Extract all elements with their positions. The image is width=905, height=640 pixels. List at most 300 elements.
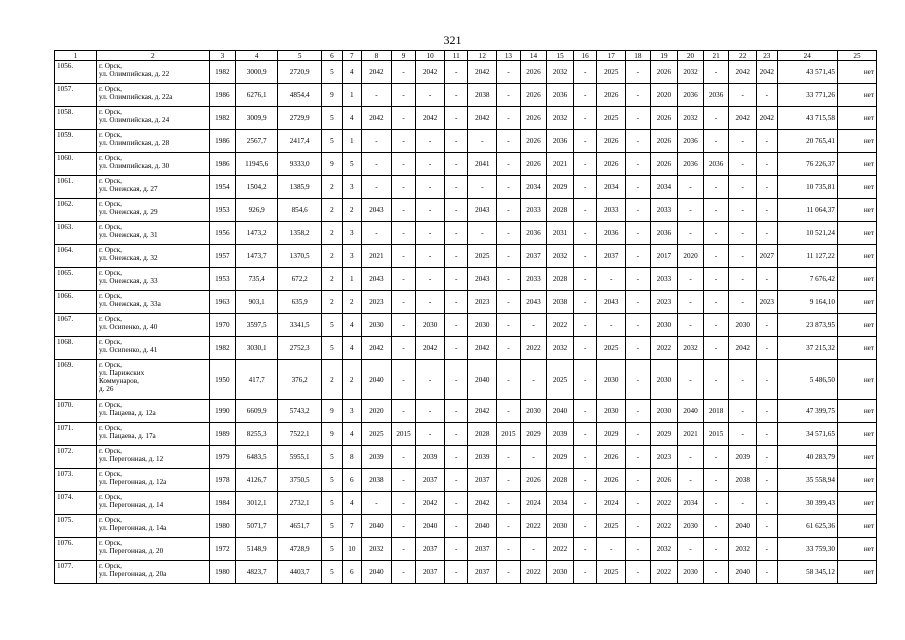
table-cell: 2030: [520, 400, 547, 423]
table-cell: -: [729, 291, 757, 314]
table-cell: -: [391, 153, 416, 176]
table-cell: нет: [837, 446, 876, 469]
table-cell: 2729,9: [278, 107, 322, 130]
table-cell: -: [444, 176, 468, 199]
table-cell: -: [391, 199, 416, 222]
table-cell: -: [626, 199, 651, 222]
table-cell: -: [497, 360, 521, 400]
table-cell: 2030: [729, 314, 757, 337]
table-cell: 2032: [650, 538, 678, 561]
table-cell: 5743,2: [278, 400, 322, 423]
address-line: ул. Онежская, д. 33: [98, 277, 158, 285]
table-cell: 2023: [650, 291, 678, 314]
table-cell: -: [391, 314, 416, 337]
row-number-cell: 1075.: [55, 515, 97, 538]
column-header-16: 16: [573, 51, 597, 61]
table-cell: -: [626, 130, 651, 153]
table-cell: -: [757, 561, 777, 584]
table-cell: -: [444, 423, 468, 446]
table-cell: -: [391, 538, 416, 561]
address-line: д. 26: [98, 385, 114, 393]
table-cell: -: [757, 176, 777, 199]
table-cell: 5: [322, 61, 342, 84]
table-cell: -: [520, 314, 547, 337]
table-cell: нет: [837, 84, 876, 107]
table-cell: 2029: [547, 446, 574, 469]
table-cell: 2026: [520, 61, 547, 84]
table-cell: -: [573, 130, 597, 153]
table-cell: 1358,2: [278, 222, 322, 245]
table-row: [55, 469, 877, 492]
table-cell: -: [757, 492, 777, 515]
table-cell: -: [626, 61, 651, 84]
table-cell: -: [362, 222, 392, 245]
address-line: г. Орск,: [98, 424, 122, 432]
address-cell: [96, 61, 209, 84]
table-cell: 5: [322, 337, 342, 360]
table-cell: 2032: [547, 245, 574, 268]
table-cell: 2028: [468, 423, 497, 446]
table-row: [55, 130, 877, 153]
table-cell: -: [416, 176, 445, 199]
table-cell: 9 164,10: [777, 291, 837, 314]
column-header-12: 12: [468, 51, 497, 61]
table-cell: 2026: [520, 84, 547, 107]
table-cell: 2042: [416, 492, 445, 515]
table-cell: -: [757, 314, 777, 337]
address-line: ул. Олимпийская, д. 22а: [98, 93, 173, 101]
table-cell: -: [391, 515, 416, 538]
table-cell: 3000,9: [236, 61, 278, 84]
table-cell: 1982: [209, 107, 236, 130]
table-cell: 1989: [209, 423, 236, 446]
address-line: г. Орск,: [98, 108, 122, 116]
table-cell: 2037: [597, 245, 626, 268]
table-cell: 2036: [597, 222, 626, 245]
table-cell: 1385,9: [278, 176, 322, 199]
table-cell: 2028: [547, 268, 574, 291]
row-number-cell: 1060.: [55, 153, 97, 176]
column-header-8: 8: [362, 51, 392, 61]
table-cell: 1979: [209, 446, 236, 469]
table-cell: нет: [837, 153, 876, 176]
table-cell: 2033: [520, 268, 547, 291]
column-header-2: 2: [96, 51, 209, 61]
column-header-4: 4: [236, 51, 278, 61]
table-cell: 5: [322, 469, 342, 492]
table-cell: -: [703, 268, 729, 291]
address-line: ул. Онежская, д. 29: [98, 208, 158, 216]
table-cell: -: [626, 446, 651, 469]
table-cell: -: [468, 130, 497, 153]
table-cell: нет: [837, 268, 876, 291]
table-cell: -: [678, 538, 704, 561]
address-line: ул. Пацаева, д. 17а: [98, 432, 156, 440]
table-cell: 2022: [520, 561, 547, 584]
table-cell: 2032: [547, 337, 574, 360]
table-cell: 2037: [468, 469, 497, 492]
address-line: г. Орск,: [98, 401, 122, 409]
table-cell: -: [703, 130, 729, 153]
address-cell: [96, 538, 209, 561]
table-cell: 2025: [597, 107, 626, 130]
table-cell: 2040: [729, 515, 757, 538]
table-cell: -: [391, 245, 416, 268]
header-row: [55, 51, 877, 61]
table-cell: 2029: [520, 423, 547, 446]
table-cell: 4: [342, 314, 361, 337]
address-line: г. Орск,: [98, 131, 122, 139]
table-cell: -: [626, 107, 651, 130]
address-cell: [96, 360, 209, 400]
table-cell: 2025: [597, 337, 626, 360]
table-cell: 2022: [650, 492, 678, 515]
table-row: [55, 84, 877, 107]
table-cell: 2030: [597, 360, 626, 400]
table-cell: 40 283,79: [777, 446, 837, 469]
table-cell: 2042: [416, 61, 445, 84]
table-cell: 3750,5: [278, 469, 322, 492]
table-cell: -: [391, 360, 416, 400]
address-cell: [96, 492, 209, 515]
table-cell: 2026: [650, 61, 678, 84]
table-cell: -: [678, 314, 704, 337]
table-cell: 2025: [597, 515, 626, 538]
address-line: г. Орск,: [98, 223, 122, 231]
table-row: [55, 245, 877, 268]
table-cell: -: [573, 492, 597, 515]
table-cell: -: [573, 337, 597, 360]
table-cell: 5955,1: [278, 446, 322, 469]
address-cell: [96, 268, 209, 291]
page-number: 321: [443, 33, 462, 47]
table-cell: 2030: [416, 314, 445, 337]
address-cell: [96, 337, 209, 360]
table-cell: -: [757, 222, 777, 245]
table-cell: 2038: [729, 469, 757, 492]
table-cell: -: [444, 291, 468, 314]
housing-registry-table: [54, 50, 877, 584]
table-cell: -: [444, 515, 468, 538]
address-line: г. Орск,: [98, 493, 122, 501]
table-cell: -: [703, 291, 729, 314]
table-cell: -: [573, 176, 597, 199]
address-cell: [96, 400, 209, 423]
table-cell: 2040: [468, 515, 497, 538]
table-cell: -: [573, 107, 597, 130]
table-cell: 23 873,95: [777, 314, 837, 337]
table-cell: 2022: [547, 314, 574, 337]
table-cell: -: [362, 84, 392, 107]
table-cell: 43 571,45: [777, 61, 837, 84]
table-cell: -: [729, 222, 757, 245]
address-line: ул. Олимпийская, д. 28: [98, 139, 170, 147]
table-cell: 2032: [678, 107, 704, 130]
table-cell: -: [626, 515, 651, 538]
table-cell: -: [757, 268, 777, 291]
column-header-17: 17: [597, 51, 626, 61]
table-cell: 2042: [757, 61, 777, 84]
table-cell: 2040: [416, 515, 445, 538]
table-cell: 1984: [209, 492, 236, 515]
table-cell: -: [729, 492, 757, 515]
table-cell: -: [497, 337, 521, 360]
address-line: ул. Осипенко, д. 40: [98, 323, 158, 331]
table-cell: 2037: [468, 561, 497, 584]
table-cell: 4823,7: [236, 561, 278, 584]
table-cell: 2026: [520, 107, 547, 130]
table-cell: 6276,1: [236, 84, 278, 107]
address-line: г. Орск,: [98, 470, 122, 478]
table-cell: 2030: [547, 515, 574, 538]
table-cell: 9: [322, 153, 342, 176]
table-cell: 10 735,81: [777, 176, 837, 199]
address-line: ул. Олимпийская, д. 24: [98, 116, 170, 124]
table-body: [55, 61, 877, 584]
table-cell: -: [678, 291, 704, 314]
table-cell: 2026: [650, 469, 678, 492]
address-cell: [96, 176, 209, 199]
table-cell: -: [444, 199, 468, 222]
address-line: ул. Онежская, д. 27: [98, 185, 158, 193]
table-cell: 2036: [678, 153, 704, 176]
table-cell: 1957: [209, 245, 236, 268]
address-cell: [96, 153, 209, 176]
table-cell: -: [703, 492, 729, 515]
table-cell: 2026: [520, 130, 547, 153]
address-line: г. Орск,: [98, 292, 122, 300]
table-cell: 2026: [597, 153, 626, 176]
table-cell: -: [729, 153, 757, 176]
table-cell: 4: [342, 107, 361, 130]
table-cell: -: [468, 176, 497, 199]
row-number-cell: 1066.: [55, 291, 97, 314]
table-cell: 7: [342, 515, 361, 538]
table-cell: -: [468, 222, 497, 245]
table-cell: 2026: [520, 153, 547, 176]
address-line: ул. Пацаева, д. 12а: [98, 409, 156, 417]
address-line: ул. Онежская, д. 32: [98, 254, 158, 262]
table-cell: 2030: [650, 314, 678, 337]
table-cell: -: [497, 84, 521, 107]
table-cell: нет: [837, 176, 876, 199]
column-header-25: 25: [837, 51, 876, 61]
table-cell: -: [729, 84, 757, 107]
table-cell: 2030: [468, 314, 497, 337]
table-cell: -: [703, 199, 729, 222]
table-cell: -: [416, 291, 445, 314]
row-number-cell: 1065.: [55, 268, 97, 291]
table-cell: 2036: [703, 153, 729, 176]
table-cell: 4728,9: [278, 538, 322, 561]
address-line: г. Орск,: [98, 539, 122, 547]
column-header-22: 22: [729, 51, 757, 61]
table-cell: 2033: [650, 199, 678, 222]
table-cell: 2040: [678, 400, 704, 423]
table-cell: -: [416, 153, 445, 176]
table-cell: 2020: [678, 245, 704, 268]
table-cell: -: [729, 245, 757, 268]
table-cell: 2042: [362, 337, 392, 360]
row-number-cell: 1077.: [55, 561, 97, 584]
table-cell: -: [703, 222, 729, 245]
address-line: ул. Перегонная, д. 12а: [98, 478, 167, 486]
table-row: [55, 400, 877, 423]
column-header-23: 23: [757, 51, 777, 61]
table-cell: -: [573, 423, 597, 446]
table-cell: -: [678, 176, 704, 199]
table-cell: -: [626, 222, 651, 245]
table-cell: 1: [342, 84, 361, 107]
column-header-19: 19: [650, 51, 678, 61]
table-cell: 2040: [362, 360, 392, 400]
table-cell: -: [391, 446, 416, 469]
table-cell: 2042: [468, 400, 497, 423]
table-cell: -: [391, 291, 416, 314]
table-cell: 1982: [209, 337, 236, 360]
table-cell: -: [626, 84, 651, 107]
table-cell: 2039: [468, 446, 497, 469]
table-cell: 3341,5: [278, 314, 322, 337]
table-cell: нет: [837, 492, 876, 515]
table-cell: 43 715,58: [777, 107, 837, 130]
table-cell: 2026: [650, 107, 678, 130]
table-cell: 2030: [547, 561, 574, 584]
table-cell: -: [520, 538, 547, 561]
table-cell: 2020: [650, 84, 678, 107]
column-header-7: 7: [342, 51, 361, 61]
table-cell: 1: [342, 268, 361, 291]
table-cell: 2: [342, 291, 361, 314]
table-cell: -: [497, 515, 521, 538]
table-cell: -: [497, 61, 521, 84]
table-cell: нет: [837, 291, 876, 314]
table-cell: 3: [342, 176, 361, 199]
table-cell: -: [626, 268, 651, 291]
table-cell: 2732,1: [278, 492, 322, 515]
table-cell: 2027: [757, 245, 777, 268]
table-cell: 7522,1: [278, 423, 322, 446]
table-cell: 1982: [209, 61, 236, 84]
table-cell: 2034: [650, 176, 678, 199]
table-cell: -: [573, 199, 597, 222]
table-cell: 10 521,24: [777, 222, 837, 245]
row-number-cell: 1057.: [55, 84, 97, 107]
table-row: [55, 561, 877, 584]
table-cell: -: [757, 130, 777, 153]
column-header-6: 6: [322, 51, 342, 61]
table-cell: 1473,7: [236, 245, 278, 268]
table-cell: -: [729, 400, 757, 423]
table-cell: 2015: [703, 423, 729, 446]
table-cell: 1956: [209, 222, 236, 245]
table-cell: -: [520, 446, 547, 469]
address-line: г. Орск,: [98, 338, 122, 346]
table-cell: 2042: [468, 107, 497, 130]
table-cell: -: [626, 469, 651, 492]
table-row: [55, 199, 877, 222]
table-cell: 2015: [391, 423, 416, 446]
table-cell: 2040: [362, 515, 392, 538]
table-cell: -: [416, 222, 445, 245]
column-header-14: 14: [520, 51, 547, 61]
row-number-cell: 1059.: [55, 130, 97, 153]
table-cell: 2036: [547, 130, 574, 153]
table-cell: 2040: [547, 400, 574, 423]
table-cell: 2: [322, 176, 342, 199]
table-cell: 2039: [362, 446, 392, 469]
table-cell: нет: [837, 400, 876, 423]
table-cell: 3012,1: [236, 492, 278, 515]
table-cell: -: [757, 446, 777, 469]
table-cell: 903,1: [236, 291, 278, 314]
address-line: Коммунаров,: [98, 377, 139, 385]
table-cell: 2018: [703, 400, 729, 423]
table-cell: 5: [322, 314, 342, 337]
table-cell: 11 127,22: [777, 245, 837, 268]
table-cell: -: [362, 153, 392, 176]
table-row: [55, 61, 877, 84]
table-cell: 2040: [468, 360, 497, 400]
table-cell: нет: [837, 222, 876, 245]
table-cell: -: [497, 153, 521, 176]
row-number-cell: 1062.: [55, 199, 97, 222]
table-cell: 1473,2: [236, 222, 278, 245]
table-cell: 2030: [650, 400, 678, 423]
column-header-5: 5: [278, 51, 322, 61]
table-cell: -: [703, 176, 729, 199]
address-line: г. Орск,: [98, 154, 122, 162]
table-cell: 5: [322, 446, 342, 469]
table-cell: 2037: [416, 538, 445, 561]
table-row: [55, 337, 877, 360]
table-cell: 3597,5: [236, 314, 278, 337]
table-cell: -: [573, 469, 597, 492]
table-cell: 2: [342, 360, 361, 400]
table-cell: 2043: [362, 199, 392, 222]
table-cell: 2026: [597, 446, 626, 469]
table-cell: 2036: [678, 84, 704, 107]
table-cell: -: [626, 400, 651, 423]
table-cell: -: [391, 561, 416, 584]
column-header-18: 18: [626, 51, 651, 61]
address-line: ул. Онежская, д. 31: [98, 231, 158, 239]
table-row: [55, 446, 877, 469]
row-number-cell: 1063.: [55, 222, 97, 245]
table-cell: 2: [322, 360, 342, 400]
table-cell: 2022: [650, 515, 678, 538]
table-cell: -: [573, 538, 597, 561]
table-row: [55, 360, 877, 400]
row-number-cell: 1061.: [55, 176, 97, 199]
table-cell: 5: [342, 153, 361, 176]
table-cell: 2043: [468, 268, 497, 291]
table-cell: -: [444, 492, 468, 515]
table-cell: 2034: [678, 492, 704, 515]
table-cell: 2025: [597, 61, 626, 84]
table-cell: -: [678, 199, 704, 222]
table-cell: нет: [837, 130, 876, 153]
table-cell: 1504,2: [236, 176, 278, 199]
table-cell: -: [626, 245, 651, 268]
table-cell: -: [444, 314, 468, 337]
table-cell: -: [416, 130, 445, 153]
table-cell: 2023: [468, 291, 497, 314]
address-line: ул. Онежская, д. 33а: [98, 300, 161, 308]
table-cell: -: [391, 130, 416, 153]
address-cell: [96, 515, 209, 538]
table-cell: -: [391, 84, 416, 107]
